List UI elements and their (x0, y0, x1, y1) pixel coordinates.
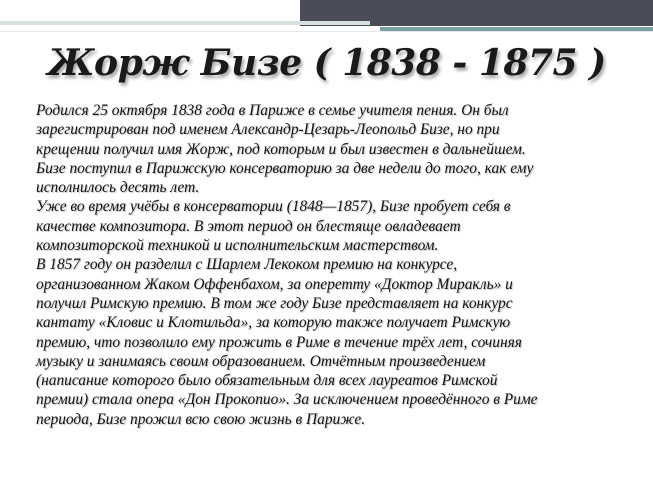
text-line: получил Римскую премию. В том же году Бизе представляет на конкурс (36, 294, 513, 312)
text-line: периода, Бизе прожил всю свою жизнь в Париже. (36, 410, 366, 428)
text-line: исполнилось десять лет. (36, 179, 200, 197)
slide-title: Жорж Бизе ( 1838 - 1875 ) (47, 42, 606, 84)
text-line: кантату «Кловис и Клотильда», за которую также получает Римскую (36, 314, 511, 332)
text-line: В 1857 году он разделил с Шарлем Лекоком премию на конкурсе, (36, 256, 458, 274)
text-line: музыку и занимаясь своим образованием. Отчётным произведением (36, 352, 486, 370)
text-line: крещении получил имя Жорж, под которым и был известен в дальнейшем. (36, 140, 526, 158)
text-line: Уже во время учёбы в консерватории (1848—1857), Бизе пробует себя в (36, 198, 511, 216)
text-line: зарегистрирован под именем Александр-Цезарь-Леопольд Бизе, но при (36, 121, 500, 139)
text-line: качестве композитора. В этот период он блестяще овладевает (36, 217, 461, 235)
top-band-line (0, 31, 653, 32)
text-line: организованном Жаком Оффенбахом, за оперетту «Доктор Миракль» и (36, 275, 513, 293)
text-line: (написание которого было обязательным для всех лауреатов Римской (36, 372, 498, 390)
text-line: премии) стала опера «Дон Прокопио». За исключением проведённого в Риме (36, 391, 538, 409)
text-line: премию, что позволило ему прожить в Риме в течение трёх лет, сочиняя (36, 333, 522, 351)
biography-text (36, 101, 636, 429)
text-line: Бизе поступил в Парижскую консерваторию за две недели до того, как ему (36, 159, 534, 177)
text-line: композиторской техникой и исполнительским мастерством. (36, 237, 439, 255)
text-line: Родился 25 октября 1838 года в Париже в семье учителя пения. Он был (36, 102, 509, 119)
top-band-light (0, 21, 370, 25)
